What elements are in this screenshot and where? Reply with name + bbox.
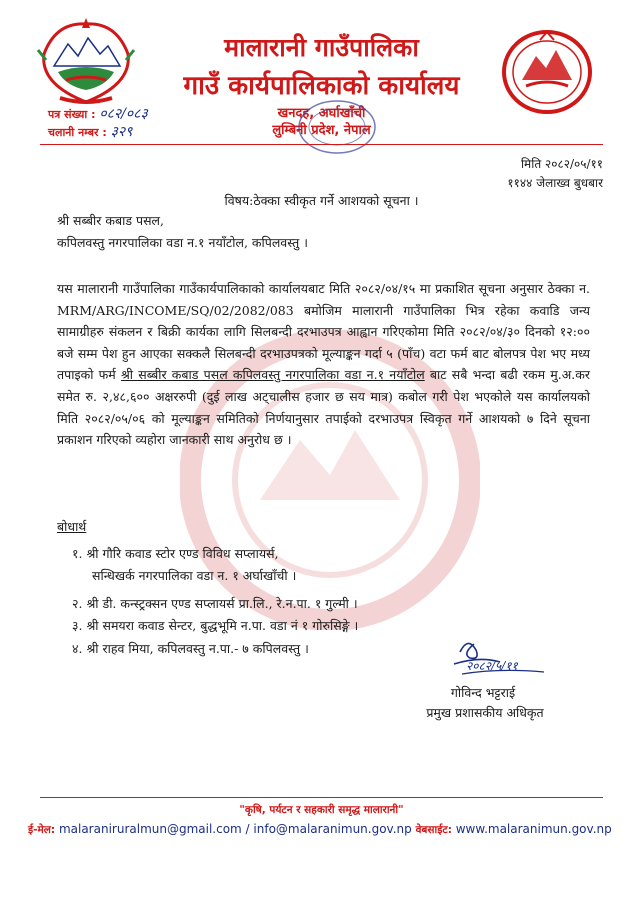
signatory-name: गोविन्द भट्टराई <box>450 685 516 700</box>
recipient-line-2: कपिलवस्तु नगरपालिका वडा न.१ नयाँटोल, कपिलवस्तु । <box>57 235 308 250</box>
signatory-post: प्रमुख प्रशासकीय अधिकृत <box>426 705 544 720</box>
org-name: मालारानी गाउँपालिका <box>224 33 419 62</box>
dispatch-value: ३२९ <box>110 124 133 140</box>
email-addresses[interactable]: malaraniruralmun@gmail.com / info@malaranimun.gov.np <box>58 822 412 836</box>
signature-icon <box>440 632 550 682</box>
ref-value: ०८२/०८३ <box>99 106 148 122</box>
signature-date: २०८२/५/११ <box>466 659 518 673</box>
dispatch-label: चलानी नम्बर : <box>48 126 107 139</box>
cc-item-3: ३. श्री समयरा कवाड सेन्टर, बुद्धभूमि न.पा. वडा नं १ गोरुसिङ्गे । <box>72 618 359 633</box>
cc-item-1: १. श्री गौरि कवाड स्टोर एण्ड विविध सप्लायर्स, <box>72 546 279 561</box>
letter-body <box>57 278 590 451</box>
footer-motto: "कृषि, पर्यटन र सहकारी समृद्ध मालारानी" <box>239 804 404 816</box>
cc-item-2: २. श्री डी. कन्स्ट्रक्सन एण्ड सप्लायर्स प्रा.लि., रे.न.पा. १ गुल्मी । <box>72 596 358 611</box>
footer-contacts <box>28 822 612 837</box>
cc-title: बोधार्थ <box>57 519 87 534</box>
office-stamp-icon <box>296 98 378 156</box>
ref-number <box>48 104 148 123</box>
footer-divider <box>40 797 603 798</box>
body-part-1: यस मालारानी गाउँपालिका गाउँकार्यपालिकाको कार्यालयबाट मिति २०८२/०४/१५ मा प्रकाशित सूचना अनुसार ठेक्का न. MRM/ARG/INCOME/SQ/02/2082/083 बमोजिम मालारानी गाउँपालिका भित्र रहेका कवाडि जन्य सामाग्रीहरु संकलन र बिक्री कार्यका लागि सिलबन्दी दरभाउपत्र आह्वान गरिएकोमा मिति २०८२/०४/३० दिनको १२:०० बजे सम्म पेश हुन आएका सक्कलै सिलबन्दी दरभाउपत्रको मूल्याङ्कन गर्दा ५ (पाँच) वटा फर्म बाट बोलपत्र पेश भए मध्य तपाइको फर्म <box>57 281 590 383</box>
email-label: ई-मेल: <box>28 824 56 836</box>
cc-item-4: ४. श्री राहव मिया, कपिलवस्तु न.पा.- ७ कपिलवस्तु । <box>72 641 309 656</box>
location-line-1: खनदह, अर्घाखाँची <box>277 106 366 121</box>
website-link[interactable]: www.malaranimun.gov.np <box>455 822 612 836</box>
date-line-2: ११४४ जेलाख्व बुधबार <box>507 176 603 190</box>
office-name: गाउँ कार्यपालिकाको कार्यालय <box>183 71 460 101</box>
date-line-1: मिति २०८२/०५/११ <box>520 157 603 171</box>
subject-line: विषय:ठेक्का स्वीकृत गर्ने आशयको सूचना । <box>224 193 419 208</box>
location-line-2: लुम्बिनी प्रदेश, नेपाल <box>272 123 371 138</box>
body-underlined-firm: श्री सब्बीर कबाड पसल कपिलवस्तु नगरपालिका वडा न.१ नयाँटोल <box>120 367 425 383</box>
header-divider <box>40 144 603 145</box>
website-label: वेबसाईट: <box>415 824 452 836</box>
dispatch-number <box>48 122 132 141</box>
cc-item-1-address: सन्धिखर्क नगरपालिका वडा न. १ अर्घाखाँची । <box>92 568 297 583</box>
body-part-2: बाट सबै भन्दा बढी रकम मु.अ.कर समेत रु. २,४८,६०० अक्षररुपी (दुई लाख अट्चालीस हजार छ सय मात्र) कबोल गरी पेश भएकोले यस कार्यालयको मिति २०८२/०५/०६ को मूल्याङ्कन समितिको निर्णयानुसार तपाईको दरभाउपत्र स्विकृत गर्ने आशयको ७ दिने सूचना प्रकाशन गरिएको व्यहोरा जानकारी साथ अनुरोध छ । <box>57 367 590 448</box>
recipient-line-1: श्री सब्बीर कबाड पसल, <box>57 213 165 228</box>
ref-label: पत्र संख्या : <box>48 108 96 121</box>
